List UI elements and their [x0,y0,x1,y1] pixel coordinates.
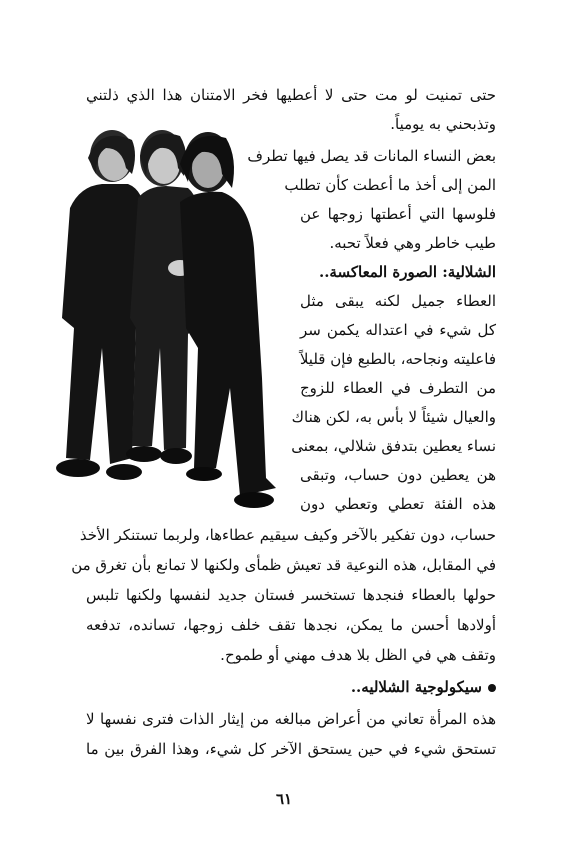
section1-full-line-3: حولها بالعطاء فنجدها تستخسر فستان جديد لنفسها ولكنها تلبس [86,586,496,604]
section1-wrap-line-4: من التطرف في العطاء للزوج [300,379,496,397]
section1-full-line-4: أولادها أحسن ما يمكن، نجدها تقف خلف زوجها، تسانده، تدفعه [86,616,496,634]
section2-full-line-2: تستحق شيء في حين يستحق الآخر كل شيء، وهذا الفرق بين ما [86,740,496,758]
intro-line-1: حتى تمنيت لو مت حتى لا أعطيها فخر الامتنان هذا الذي ذلتني [86,86,496,104]
section1-wrap-line-1: العطاء جميل لكنه يبقى مثل [300,292,496,310]
bullet-icon [488,684,496,692]
section1-wrap-line-2: كل شيء في اعتداله يكمن سر [300,321,496,339]
section1-full-line-1: حساب، دون تفكير بالآخر وكيف سيقيم عطاءها، ولربما تستنكر الأخذ [79,526,496,544]
woman-right-figure [180,132,276,508]
section1-full-line-5: وتقف هي في الظل بلا هدف مهني أو طموح. [220,646,496,664]
section2-heading-text: سيكولوجية الشلاليه.. [350,678,482,696]
section2-full-line-1: هذه المرأة تعاني من أعراض مبالغه من إيثار الذات فترى نفسها لا [86,710,496,728]
section1-wrap-line-8: هذه الفئة تعطي وتعطي دون [300,495,496,513]
section-heading-psychology [86,678,496,697]
section1-wrap-line-7: هن يعطين دون حساب، وتبقى [300,466,496,484]
wrap-line-1: بعض النساء المانات قد يصل فيها تطرف [247,147,496,165]
section1-wrap-line-3: فاعليته ونجاحه، بالطبع فإن قليلاً [299,350,496,368]
intro-line-2: وتذبحني به يومياً. [390,115,496,133]
section-heading-shallaliya: الشلالية: الصورة المعاكسة.. [318,263,496,281]
page-number: ٦١ [275,790,293,808]
wrap-line-2: المن إلى أخذ ما أعطت كأن تطلب [284,176,496,194]
photo-three-women [40,128,290,518]
section1-wrap-line-5: والعيال شيئاً لا بأس به، لكن هناك [291,408,496,426]
section1-full-line-2: في المقابل، هذه النوعية قد تعيش ظمأى ولكنها لا تمانع بأن تغرق من [71,556,496,574]
wrap-line-4: طيب خاطر وهي فعلاً تحبه. [329,234,496,252]
section1-wrap-line-6: نساء يعطين بتدفق شلالي، بمعنى [291,437,496,455]
wrap-line-3: فلوسها التي أعطتها زوجها عن [300,205,496,223]
